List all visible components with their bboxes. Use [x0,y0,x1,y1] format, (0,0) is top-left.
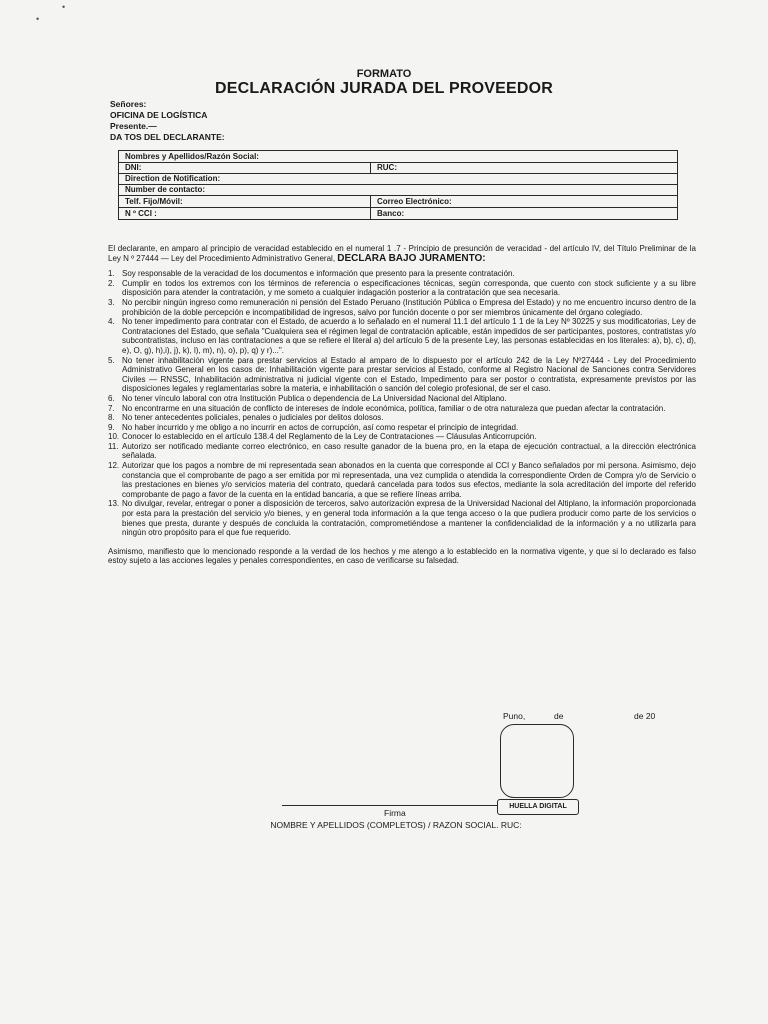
intro-paragraph [108,244,696,263]
scan-mark: • [62,2,66,12]
fingerprint-label: HUELLA DIGITAL [497,799,579,815]
list-item: 5. No tener inhabilitación vigente para prestar servicios al Estado al amparo de lo dispuesto por el artículo 242 de la Ley Nº27444 - Ley del Procedimiento Administrativo General en los casos de: Inhabilitación vigente para prestar servicios al Estado, conforme al Registro Nacional de Sanciones contra Servidores Civiles — RNSSC, Inhabilitación administrativa ni judicial vigente con el Estado, Impedimento para ser postor o contratista, expresamente previstos por las disposiciones legales y reglamentarias sobre la materia, e inhabilitación o sanción del colegio profesional, de ser el caso. [108,355,696,394]
list-item: 12. Autorizar que los pagos a nombre de mi representada sean abonados en la cuenta que corresponde al CCI y Banco señalados por mi persona. Asimismo, dejo constancia que el comprobante de pago a ser emitida por mi representada, una vez cumplida o atendida la correspondiente Orden de Compra y/o de Servicio o las prestaciones en bienes y/o servicios materia del contrato, quedará cancelada para todos sus efectos, mediante la sola acreditación del importe del referido comprobante de pago a favor de la cuenta en la entidad bancaria, a que se refiere líneas arriba. [108,461,696,499]
field-ruc[interactable]: RUC: [371,163,678,174]
intro-declaration: DECLARA BAJO JURAMENTO: [337,252,486,264]
list-item: 1. Soy responsable de la veracidad de los documentos e información que presento para la presente contratación. [108,269,515,279]
field-nombres[interactable]: Nombres y Apellidos/Razón Social: [119,151,678,163]
list-item: 7. No encontrarme en una situación de conflicto de intereses de índole económica, política, familiar o de otra naturaleza que puedan afectar la contratación. [108,403,666,413]
list-item: 6. No tener vínculo laboral con otra Institución Publica o dependencia de La Universidad Nacional del Altiplano. [108,393,507,403]
list-item: 2. Cumplir en todos los extremos con los términos de referencia o especificaciones técnicas, según corresponda, que cuento con stock suficiente y a su libre disposición para atender la contratación, y me someto a cualquier indagación posterior a la contratación que sea necesaria. [108,278,696,298]
field-contacto[interactable]: Number de contacto: [119,185,678,196]
declaration-body [108,244,696,574]
list-item: 10. Conocer lo establecido en el artículo 138.4 del Reglamento de la Ley de Contrataciones — Cláusulas Anticorrupción. [108,432,537,442]
field-direccion[interactable]: Direction de Notification: [119,174,678,185]
field-telefono[interactable]: Telf. Fijo/Móvil: [119,196,371,208]
signature-label: Firma [384,808,406,818]
declaration-list [108,269,696,538]
declarant-data-table [118,150,678,220]
signature-line [282,805,498,806]
list-item: 8. No tener antecedentes policiales, penales o judiciales por delitos dolosos. [108,413,384,423]
list-item: 4. No tener impedimento para contratar con el Estado, de acuerdo a lo señalado en el numeral 11.1 del artículo 1 1 de la Ley Nº 30225 y sus modificatorias, Ley de Contrataciones del Estado, que señala "Cualquiera sea el régimen legal de contratación aplicable, están impedidos de ser participantes, postores, contratistas y/o subcontratistas, incluso en las contrataciones a que se refiere el literal a) del artículo 5 de la presente Ley, las personas establecidas en los literales: a), b), c), d), e), O, g), h),i), j), k), l), m), n), o), p), q) y r)...". [108,317,696,355]
field-cci[interactable]: N º CCI : [119,208,371,220]
fingerprint-box [500,724,574,798]
field-correo[interactable]: Correo Electrónico: [371,196,678,208]
list-item: 13. No divulgar, revelar, entregar o poner a disposición de terceros, salvo autorización expresa de la Universidad Nacional del Altiplano, la información proporcionada por esta para la prestación del servicio y/o bienes, y en general toda información a la que tenga acceso o la que pudiera producir como parte de los servicios o bienes que presta, durante y después de concluida la contratación, comprometiéndose a mantener la confidencialidad de la información y a no utilizarla para ningún otro propósito para el que fue requerido. [108,499,696,538]
intro-text: El declarante, en amparo al principio de veracidad establecido en el numeral 1 .7 - Principio de presunción de veracidad - del artículo IV, del Título Preliminar de la Ley N º 27444 — Ley del Procedimiento Administrativo General, [108,244,696,263]
addressee-line: OFICINA DE LOGÍSTICA [110,110,208,120]
list-item: 9. No haber incurrido y me obligo a no incurrir en actos de corrupción, así como respetar el principio de integridad. [108,422,519,432]
addressee-line: Presente.— [110,121,157,131]
field-dni[interactable]: DNI: [119,163,371,174]
addressee-block [110,99,225,143]
date-year-label: de 20 [634,711,656,721]
addressee-line: Señores: [110,99,147,109]
signer-name-label: NOMBRE Y APELLIDOS (COMPLETOS) / RAZON SOCIAL. RUC: [270,820,522,830]
date-day-label: de [554,711,564,721]
list-item: 3. No percibir ningún ingreso como remuneración ni pensión del Estado Peruano (Institución Pública o Empresa del Estado) y no me encuentro incurso dentro de la prohibición de la doble percepción e incompatibilidad de ingresos, salvo por función docente o por ser miembros únicamente del órgano colegiado. [108,297,696,317]
scan-mark: • [36,14,40,24]
place-label: Puno, [503,711,526,721]
document-label: FORMATO [356,68,412,80]
closing-paragraph: Asimismo, manifiesto que lo mencionado responde a la verdad de los hechos y me atengo a lo establecido en la normativa vigente, y que si lo declarado es falso estoy sujeto a las acciones legales y penales correspondientes, en caso de verificarse su falsedad. [108,546,696,566]
addressee-line: DA TOS DEL DECLARANTE: [110,132,225,142]
document-title: DECLARACIÓN JURADA DEL PROVEEDOR [215,80,553,97]
list-item: 11. Autorizo ser notificado mediante correo electrónico, en caso resulte ganador de la buena pro, en la etapa de ejecución contractual, a la dirección electrónica señalada. [108,441,696,461]
field-banco[interactable]: Banco: [371,208,678,220]
